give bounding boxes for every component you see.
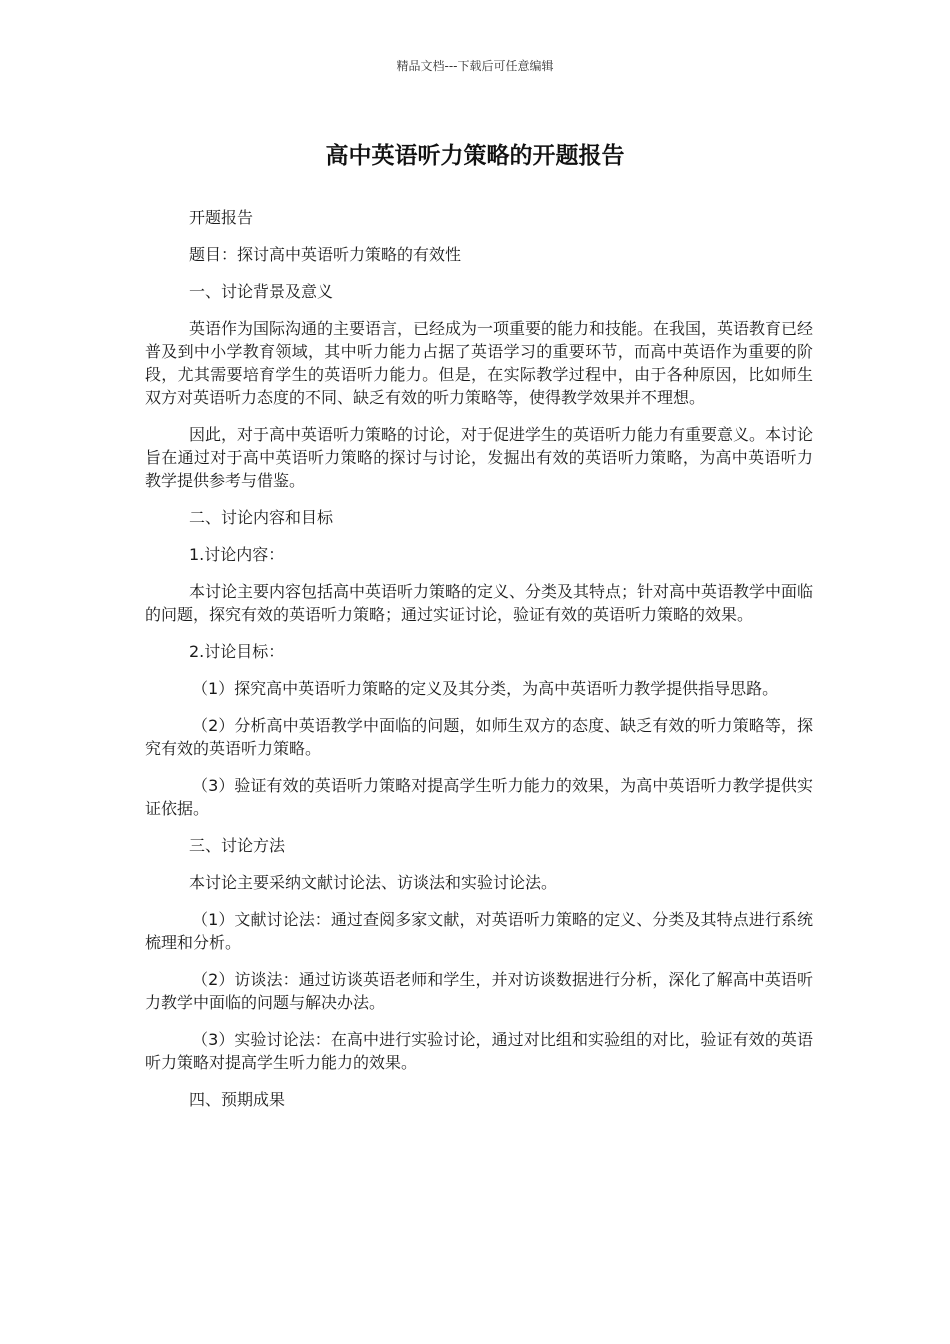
paragraph-report-label: 开题报告 <box>189 208 254 227</box>
paragraph-topic: 题目：探讨高中英语听力策略的有效性 <box>189 245 462 264</box>
section-heading-expected-results: 四、预期成果 <box>189 1090 286 1109</box>
document-title: 高中英语听力策略的开题报告 <box>325 143 625 169</box>
goal-item-1: （1）探究高中英语听力策略的定义及其分类，为高中英语听力教学提供指导思路。 <box>192 679 779 698</box>
goal-item-2: （2）分析高中英语教学中面临的问题，如师生双方的态度、缺乏有效的听力策略等，探究有效的英语听力策略。 <box>145 716 813 758</box>
section-heading-content-goals: 二、讨论内容和目标 <box>189 508 334 527</box>
document-body <box>145 206 813 1125</box>
paragraph-significance: 因此，对于高中英语听力策略的讨论，对于促进学生的英语听力能力有重要意义。本讨论旨在通过对于高中英语听力策略的探讨与讨论，发掘出有效的英语听力策略，为高中英语听力教学提供参考与借鉴。 <box>145 425 814 490</box>
header-note: 精品文档---下载后可任意编辑 <box>396 59 554 73</box>
subheading-content: 1.讨论内容： <box>189 545 285 564</box>
section-heading-methods: 三、讨论方法 <box>189 836 286 855</box>
paragraph-background: 英语作为国际沟通的主要语言，已经成为一项重要的能力和技能。在我国，英语教育已经普及到中小学教育领域，其中听力能力占据了英语学习的重要环节，而高中英语作为重要的阶段，尤其需要培育学生的英语听力能力。但是，在实际教学过程中，由于各种原因，比如师生双方对英语听力态度的不同、缺乏有效的听力策略等，使得教学效果并不理想。 <box>145 319 814 407</box>
subheading-goals: 2.讨论目标： <box>189 642 285 661</box>
method-item-2: （2）访谈法：通过访谈英语老师和学生，并对访谈数据进行分析，深化了解高中英语听力教学中面临的问题与解决办法。 <box>145 970 813 1012</box>
method-item-3: （3）实验讨论法：在高中进行实验讨论，通过对比组和实验组的对比，验证有效的英语听力策略对提高学生听力能力的效果。 <box>145 1030 813 1072</box>
paragraph-methods-intro: 本讨论主要采纳文献讨论法、访谈法和实验讨论法。 <box>189 873 558 892</box>
section-heading-background: 一、讨论背景及意义 <box>189 282 334 301</box>
goal-item-3: （3）验证有效的英语听力策略对提高学生听力能力的效果，为高中英语听力教学提供实证依据。 <box>145 776 813 818</box>
method-item-1: （1）文献讨论法：通过查阅多家文献，对英语听力策略的定义、分类及其特点进行系统梳理和分析。 <box>145 910 813 952</box>
paragraph-content: 本讨论主要内容包括高中英语听力策略的定义、分类及其特点；针对高中英语教学中面临的问题，探究有效的英语听力策略；通过实证讨论，验证有效的英语听力策略的效果。 <box>145 582 814 624</box>
